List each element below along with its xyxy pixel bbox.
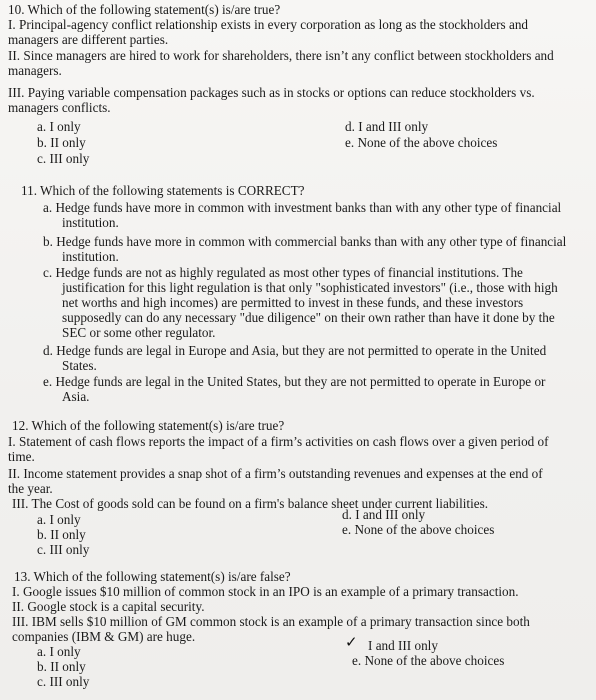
question-12-option-c: c. III only <box>37 542 90 557</box>
question-13-option-c: c. III only <box>37 674 90 689</box>
question-10-option-b: b. II only <box>37 135 86 150</box>
question-13-option-b: b. II only <box>37 659 86 674</box>
question-12-statement-1: I. Statement of cash flows reports the impact of a firm’s activities on cash flows over a given period of <box>8 434 549 449</box>
question-10-statement-1: I. Principal-agency conflict relationship exists in every corporation as long as the stockholders and <box>8 17 529 32</box>
question-11-option-c-line-5: SEC or some other regulator. <box>62 325 216 340</box>
question-11-option-c-line-3: net worths and high incomes) are permitted to invest in these funds, and these investors <box>62 295 524 310</box>
question-13-statement-1: I. Google issues $10 million of common stock in an IPO is an example of a primary transaction. <box>12 584 519 599</box>
question-10-option-a: a. I only <box>37 119 81 134</box>
handwritten-check-mark: ✓ <box>345 635 358 651</box>
question-12-statement-1-cont: time. <box>8 449 35 464</box>
question-13-statement-3-cont: companies (IBM & GM) are huge. <box>12 629 196 644</box>
question-12-title: 12. Which of the following statement(s) is/are true? <box>12 418 285 433</box>
question-10-option-d: d. I and III only <box>345 119 429 134</box>
question-12-statement-3: III. The Cost of goods sold can be found on a firm's balance sheet under current liabilities. <box>12 496 489 511</box>
question-11-option-a-cont: institution. <box>62 215 119 230</box>
question-11-option-a: a. Hedge funds have more in common with investment banks than with any other type of financial <box>43 200 562 215</box>
question-10-statement-2: II. Since managers are hired to work for shareholders, there isn’t any conflict between stockholders and <box>8 48 554 63</box>
question-12-option-d: d. I and III only <box>342 507 426 522</box>
question-11-option-e-cont: Asia. <box>62 389 90 404</box>
question-10-statement-1-cont: managers are different parties. <box>8 32 169 47</box>
question-12-option-b: b. II only <box>37 527 86 542</box>
question-13-option-d: I and III only <box>368 638 438 653</box>
question-11-title: 11. Which of the following statements is CORRECT? <box>21 183 305 198</box>
question-12-statement-2: II. Income statement provides a snap shot of a firm’s outstanding revenues and expenses at the end of <box>8 466 543 481</box>
question-12-statement-2-cont: the year. <box>8 481 53 496</box>
question-11-option-b: b. Hedge funds have more in common with commercial banks than with any other type of financial <box>43 234 567 249</box>
question-11-option-e: e. Hedge funds are legal in the United States, but they are not permitted to operate in Europe or <box>43 374 546 389</box>
question-10-title: 10. Which of the following statement(s) is/are true? <box>8 2 281 17</box>
question-12-option-a: a. I only <box>37 512 81 527</box>
question-13-statement-2: II. Google stock is a capital security. <box>12 599 205 614</box>
question-11-option-d-cont: States. <box>62 358 97 373</box>
question-11-option-c-line-2: justification for this light regulation is that only "sophisticated investors" (i.e., those with high <box>62 280 558 295</box>
question-11-option-c-line-4: supposedly can do any necessary "due diligence" on their own rather than have it done by the <box>62 310 555 325</box>
question-13-title: 13. Which of the following statement(s) is/are false? <box>14 569 291 584</box>
question-13-option-a: a. I only <box>37 644 81 659</box>
question-13-statement-3: III. IBM sells $10 million of GM common stock is an example of a primary transaction since both <box>12 614 530 629</box>
question-10-statement-3: III. Paying variable compensation packages such as in stocks or options can reduce stockholders vs. <box>8 85 535 100</box>
question-11-option-d: d. Hedge funds are legal in Europe and Asia, but they are not permitted to operate in the United <box>43 343 547 358</box>
question-10-option-c: c. III only <box>37 151 90 166</box>
question-10-statement-2-cont: managers. <box>8 63 62 78</box>
question-11-option-c: c. Hedge funds are not as highly regulated as most other types of financial institutions. The <box>43 265 523 280</box>
question-11-option-b-cont: institution. <box>62 249 119 264</box>
question-12-option-e: e. None of the above choices <box>342 522 495 537</box>
question-10-statement-3-cont: managers conflicts. <box>8 100 111 115</box>
question-13-option-e: e. None of the above choices <box>352 653 505 668</box>
question-10-option-e: e. None of the above choices <box>345 135 498 150</box>
